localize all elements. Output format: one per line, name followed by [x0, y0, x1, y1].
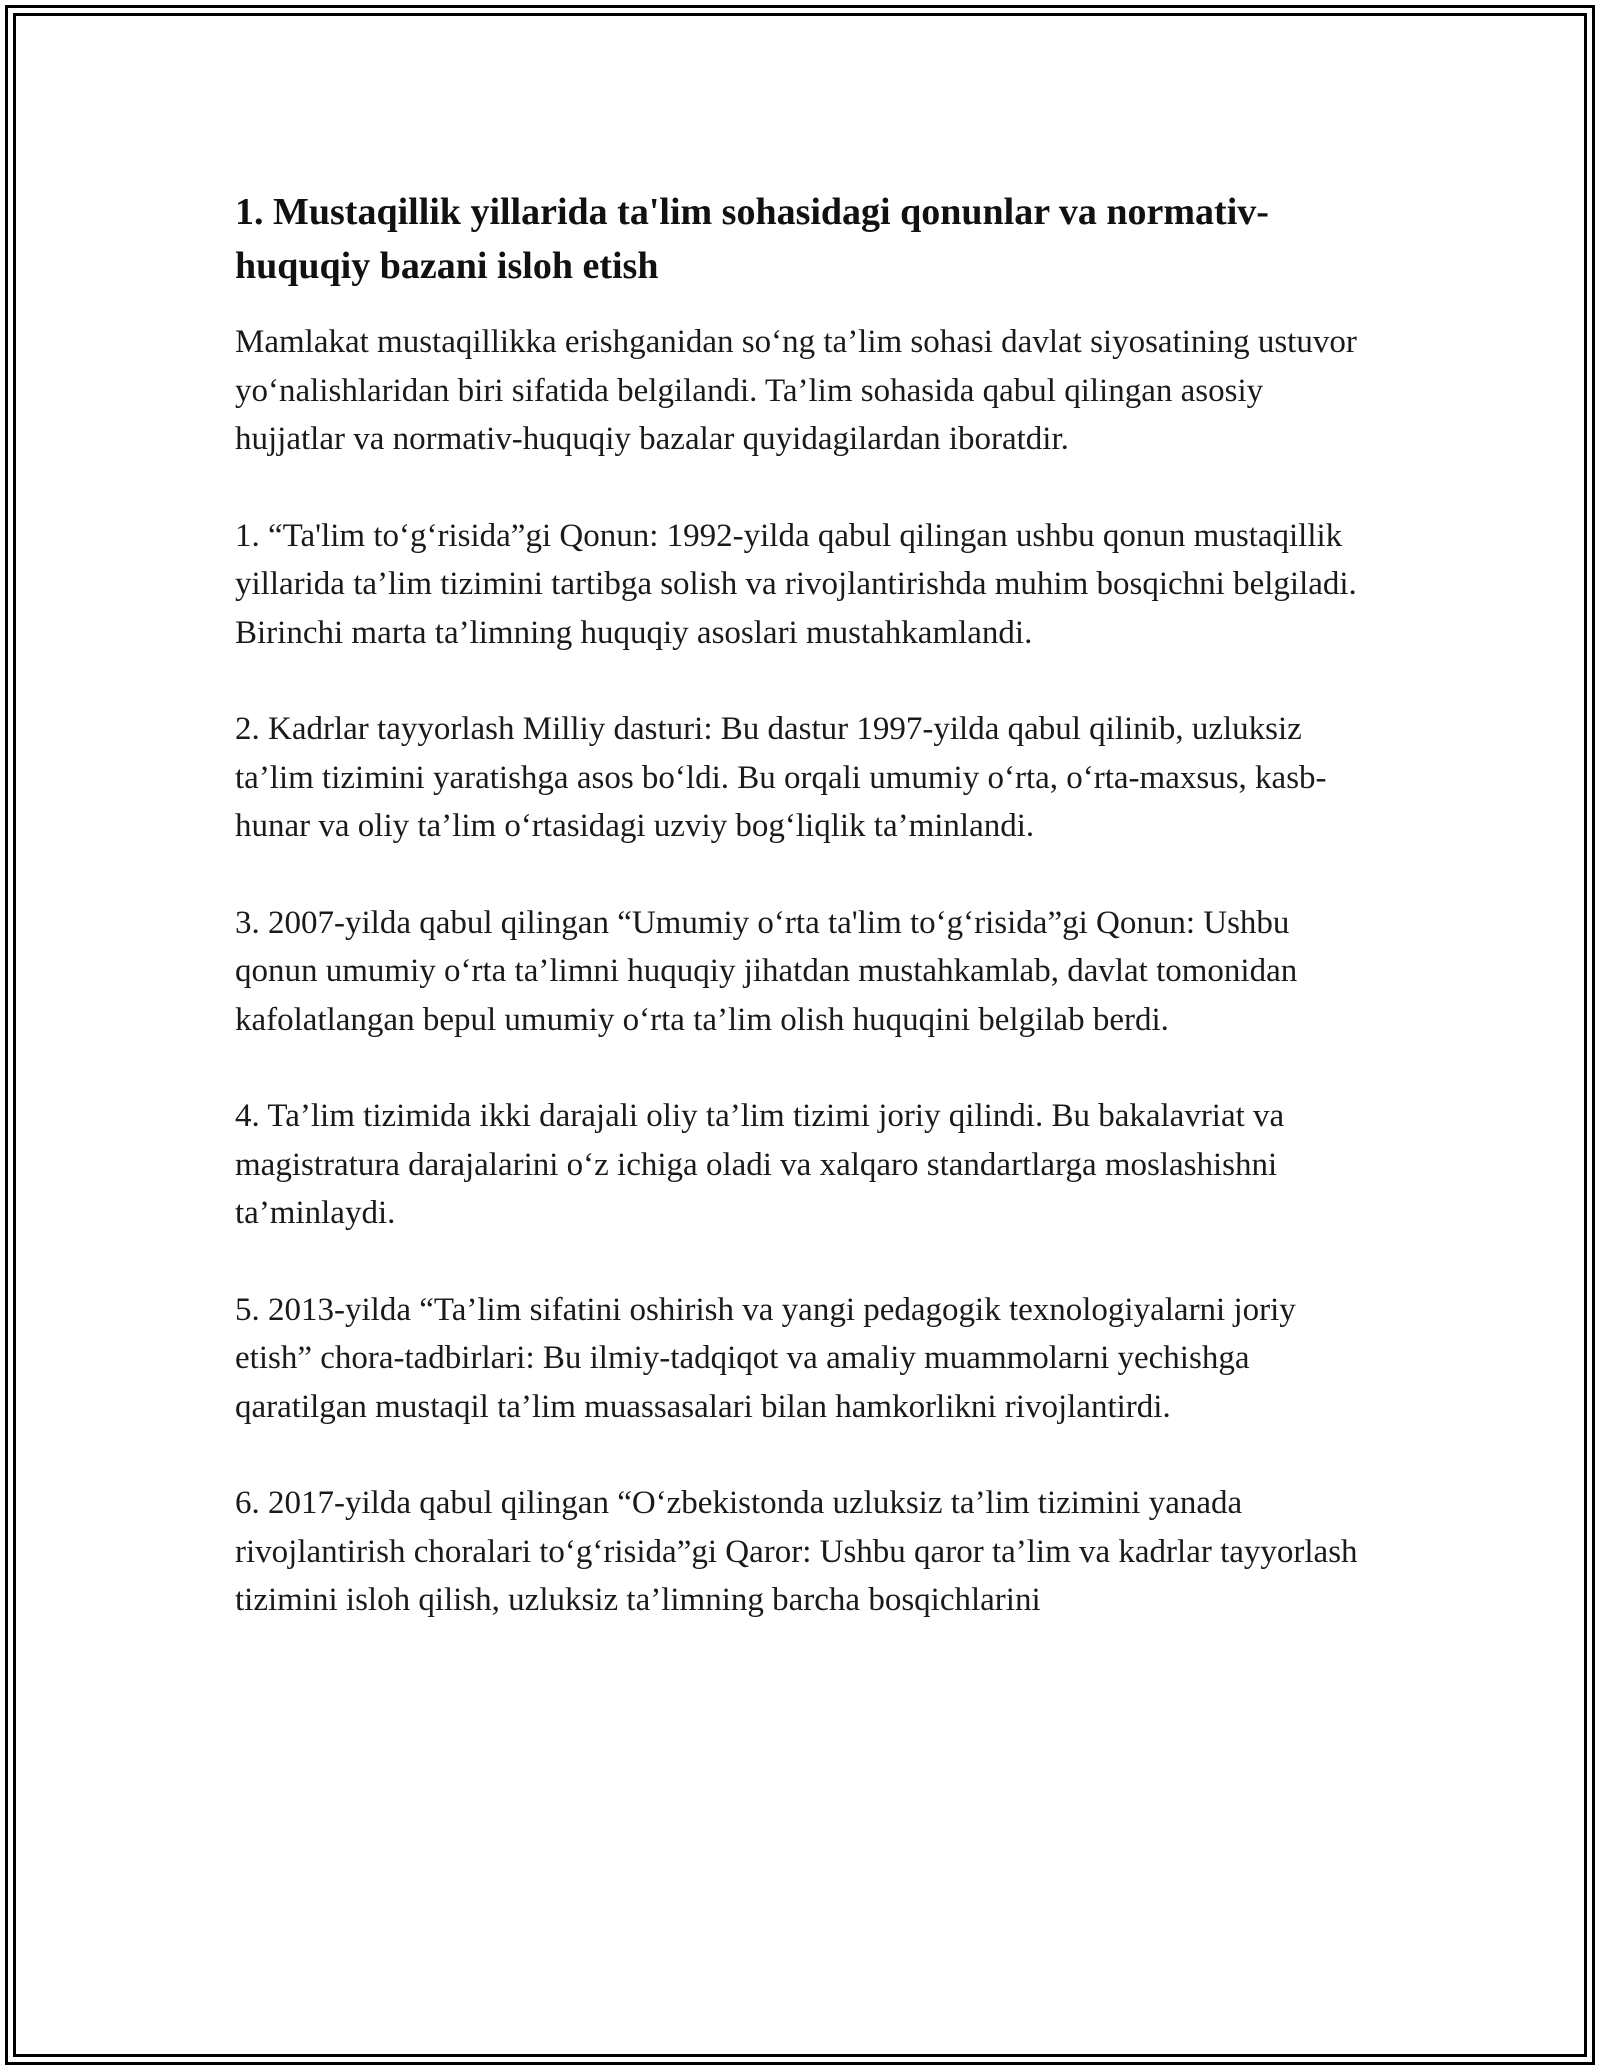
intro-paragraph: Mamlakat mustaqillikka erishganidan so‘ng ta’lim sohasi davlat siyosatining ustuvor yo‘nalishlaridan biri sifatida belgilandi. Ta’lim sohasida qabul qilingan asosiy hujjatlar va normativ-huquqiy bazalar quyidagilardan iboratdir. [235, 324, 1357, 457]
list-item-3: 3. 2007-yilda qabul qilingan “Umumiy o‘rta ta'lim to‘g‘risida”gi Qonun: Ushbu qonun umumiy o‘rta ta’limni huquqiy jihatdan mustahkamlab, davlat tomonidan kafolatlangan bepul umumiy o‘rta ta’lim olish huquqini belgilab berdi. [235, 904, 1298, 1038]
list-item-5: 5. 2013-yilda “Ta’lim sifatini oshirish va yangi pedagogik texnologiyalarni joriy etish” chora-tadbirlari: Bu ilmiy-tadqiqot va amaliy muammolarni yechishga qaratilgan mustaqil ta’lim muassasalari bilan hamkorlikni rivojlantirdi. [235, 1291, 1296, 1425]
list-item-6: 6. 2017-yilda qabul qilingan “O‘zbekistonda uzluksiz ta’lim tizimini yanada rivojlantirish choralari to‘g‘risida”gi Qaror: Ushbu qaror ta’lim va kadrlar tayyorlash tizimini isloh qilish, uzluksiz ta’limning barcha bosqichlarini [235, 1485, 1358, 1618]
list-item-2: 2. Kadrlar tayyorlash Milliy dasturi: Bu dastur 1997-yilda qabul qilinib, uzluksiz ta’lim tizimini yaratishga asos bo‘ldi. Bu orqali umumiy o‘rta, o‘rta-maxsus, kasb-hunar va oliy ta’lim o‘rtasidagi uzviy bog‘liqlik ta’minlandi. [235, 711, 1327, 844]
section-heading: 1. Mustaqillik yillarida ta'lim sohasidagi qonunlar va normativ-huquqiy bazani isloh etish [235, 191, 1269, 287]
list-item-1: 1. “Ta'lim to‘g‘risida”gi Qonun: 1992-yilda qabul qilingan ushbu qonun mustaqillik yillarida ta’lim tizimini tartibga solish va rivojlantirishda muhim bosqichni belgiladi. Birinchi marta ta’limning huquqiy asoslari mustahkamlandi. [235, 517, 1357, 651]
list-item-4: 4. Ta’lim tizimida ikki darajali oliy ta’lim tizimi joriy qilindi. Bu bakalavriat va magistratura darajalarini o‘z ichiga oladi va xalqaro standartlarga moslashishni ta’minlaydi. [235, 1098, 1285, 1231]
document-body [235, 185, 1365, 1673]
